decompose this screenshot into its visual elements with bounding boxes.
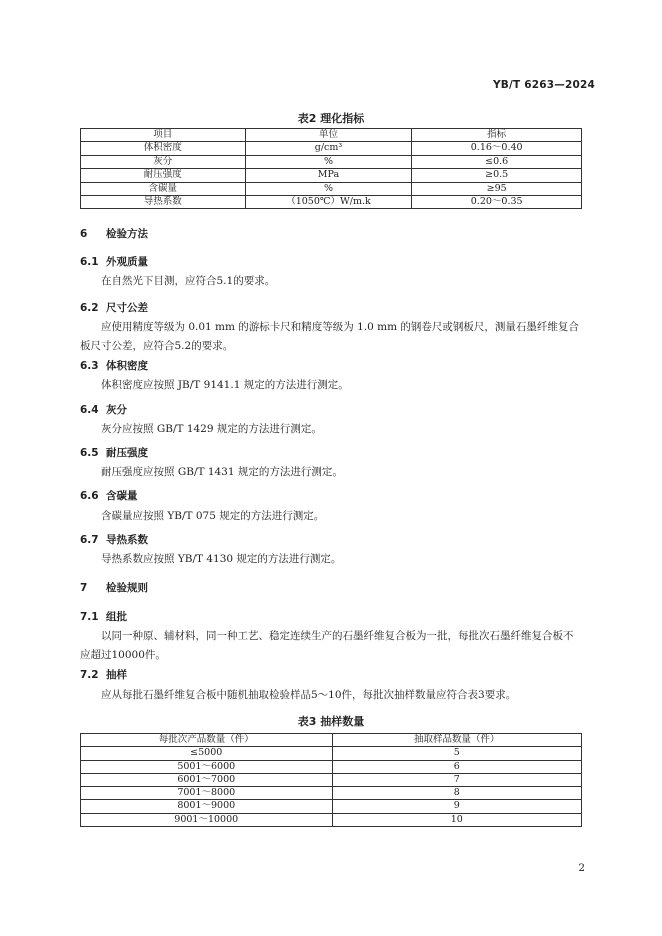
section-title: 耐压强度: [106, 447, 148, 459]
section-number: 6.7: [80, 534, 99, 546]
section-6-2-heading: [80, 300, 148, 315]
table-cell: 含碳量: [81, 182, 246, 195]
table-row: [81, 196, 582, 209]
table-cell: ≤5000: [81, 747, 333, 760]
table2-caption: 表2 理化指标: [297, 112, 365, 125]
table-cell: 7: [332, 773, 582, 786]
table-row: [81, 760, 582, 773]
section-6-1-heading: [80, 254, 148, 269]
column-header: 抽取样品数量（件）: [332, 734, 582, 747]
section-title: 检验方法: [106, 228, 148, 240]
section-number: 6.1: [80, 256, 99, 268]
column-header: 项目: [81, 129, 246, 142]
table-cell: 6001～7000: [81, 773, 333, 786]
section-6-1-text: 在自然光下目测，应符合5.1的要求。: [101, 275, 276, 287]
section-number: 6.4: [80, 404, 99, 416]
column-header: 单位: [245, 129, 412, 142]
section-6-3-text: 体积密度应按照 JB/T 9141.1 规定的方法进行测定。: [101, 379, 349, 391]
section-title: 体积密度: [106, 360, 148, 372]
section-6-7-heading: [80, 532, 148, 547]
section-6-7-text: 导热系数应按照 YB/T 4130 规定的方法进行测定。: [101, 553, 342, 565]
section-title: 灰分: [106, 404, 127, 416]
section-number: 7.2: [80, 669, 99, 681]
section-7-heading: [80, 580, 148, 595]
section-title: 含碳量: [106, 490, 138, 502]
section-title: 检验规则: [106, 582, 148, 594]
table-cell: 10: [332, 813, 582, 826]
table-cell: 导热系数: [81, 196, 246, 209]
table-row: [81, 747, 582, 760]
section-number: 6.2: [80, 302, 99, 314]
standard-code: YB/T 6263—2024: [492, 79, 595, 91]
section-6-6-heading: [80, 488, 138, 503]
section-number: 6: [80, 228, 88, 240]
column-header: 每批次产品数量（件）: [81, 734, 333, 747]
section-title: 导热系数: [106, 534, 148, 546]
section-6-5-heading: [80, 445, 148, 460]
section-6-4-text: 灰分应按照 GB/T 1429 规定的方法进行测定。: [101, 423, 322, 435]
table-row: [81, 142, 582, 155]
table-row: [81, 182, 582, 195]
table-row: [81, 155, 582, 168]
table-cell: 5001～6000: [81, 760, 333, 773]
table-cell: 9: [332, 800, 582, 813]
section-6-6-text: 含碳量应按照 YB/T 075 规定的方法进行测定。: [101, 510, 325, 522]
table-cell: 耐压强度: [81, 169, 246, 182]
section-title: 外观质量: [106, 256, 148, 268]
table-row: [81, 813, 582, 826]
section-7-1-text: 以同一种原、辅材料，同一种工艺、稳定连续生产的石墨纤维复合板为一批，每批次石墨纤维复合板不应超过10000件。: [80, 630, 574, 661]
section-number: 6.5: [80, 447, 99, 459]
table-cell: 8: [332, 787, 582, 800]
table-cell: （1050℃）W/m.k: [245, 196, 412, 209]
section-number: 6.3: [80, 360, 99, 372]
table-cell: 5: [332, 747, 582, 760]
table3: [80, 733, 582, 827]
table-cell: ≥95: [412, 182, 582, 195]
table-row: [81, 800, 582, 813]
table-cell: 0.16～0.40: [412, 142, 582, 155]
section-6-5-text: 耐压强度应按照 GB/T 1431 规定的方法进行测定。: [101, 466, 343, 478]
section-title: 组批: [106, 611, 127, 623]
table2: [80, 128, 582, 209]
table-cell: 0.20～0.35: [412, 196, 582, 209]
section-7-2-text: 应从每批石墨纤维复合板中随机抽取检验样品5～10件，每批次抽样数量应符合表3要求。: [101, 689, 517, 701]
section-number: 6.6: [80, 490, 99, 502]
table-cell: ≤0.6: [412, 155, 582, 168]
column-header: 指标: [412, 129, 582, 142]
table-cell: 9001～10000: [81, 813, 333, 826]
table-row: [81, 169, 582, 182]
page-number: 2: [578, 862, 585, 874]
table-cell: ≥0.5: [412, 169, 582, 182]
section-6-heading: [80, 226, 148, 241]
section-7-2-heading: [80, 667, 127, 682]
table-cell: g/cm³: [245, 142, 412, 155]
table-cell: 6: [332, 760, 582, 773]
section-6-4-heading: [80, 402, 127, 417]
section-title: 尺寸公差: [106, 302, 148, 314]
table-cell: 7001～8000: [81, 787, 333, 800]
section-title: 抽样: [106, 669, 127, 681]
table-cell: 体积密度: [81, 142, 246, 155]
table-cell: %: [245, 182, 412, 195]
table-cell: 灰分: [81, 155, 246, 168]
section-6-2-text: 应使用精度等级为 0.01 mm 的游标卡尺和精度等级为 1.0 mm 的钢卷尺或钢板尺，测量石墨纤维复合板尺寸公差，应符合5.2的要求。: [80, 321, 579, 352]
table-header-row: [81, 129, 582, 142]
table-row: [81, 773, 582, 786]
section-6-3-heading: [80, 358, 148, 373]
table-cell: %: [245, 155, 412, 168]
table-row: [81, 787, 582, 800]
section-number: 7: [80, 582, 88, 594]
table-header-row: [81, 734, 582, 747]
table3-caption: 表3 抽样数量: [297, 715, 365, 728]
section-number: 7.1: [80, 611, 99, 623]
table-cell: MPa: [245, 169, 412, 182]
table-cell: 8001～9000: [81, 800, 333, 813]
section-7-1-heading: [80, 609, 127, 624]
